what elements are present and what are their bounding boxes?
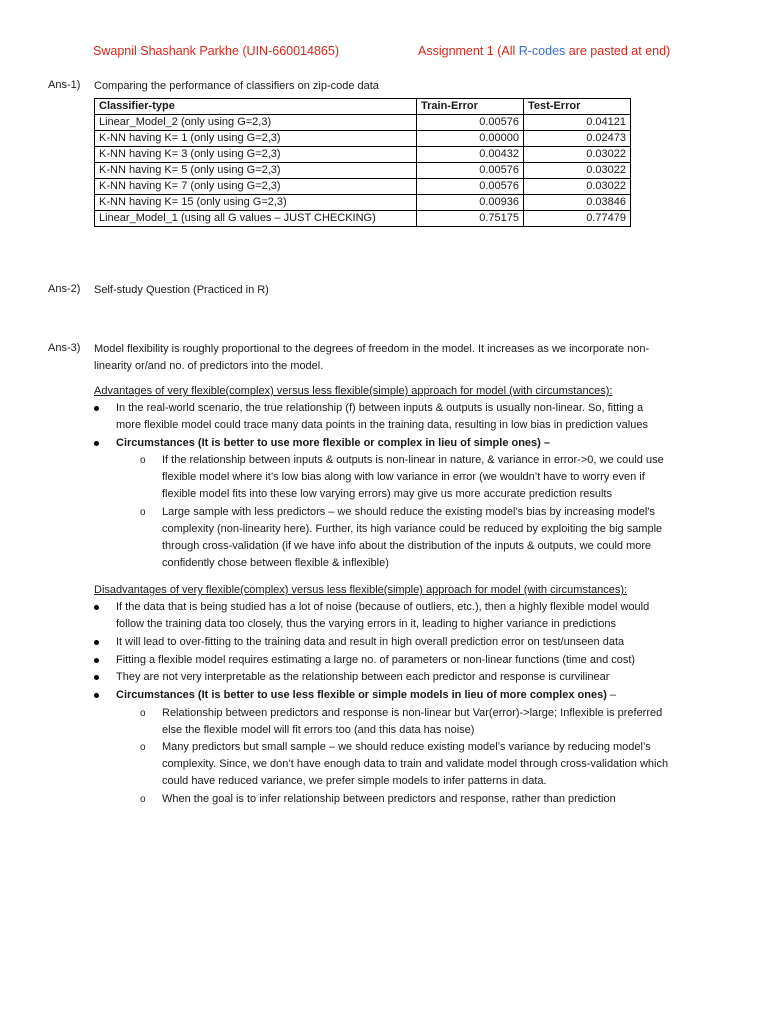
list-item	[94, 669, 734, 686]
bullet-icon	[94, 605, 99, 610]
list-item	[94, 599, 734, 633]
sub-line: could have reduced variance, we prefer simple models to infer patterns in data.	[162, 775, 547, 787]
ans2-text: Self-study Question (Practiced in R)	[94, 284, 269, 296]
cell-train-error: 0.00576	[417, 163, 524, 179]
table-header-row	[95, 99, 631, 115]
list-item	[140, 452, 740, 503]
bullet-icon	[94, 658, 99, 663]
list-item	[94, 400, 734, 434]
ans3-intro	[94, 341, 734, 375]
sub-line: Many predictors but small sample – we should reduce existing model’s variance by reducing model’s	[162, 741, 651, 753]
cell-test-error: 0.03022	[524, 179, 631, 195]
sub-line: Large sample with less predictors – we should reduce the existing model’s bias by increasing model’s	[162, 506, 656, 518]
assignment-suffix: are pasted at end)	[565, 44, 671, 58]
cell-train-error: 0.00936	[417, 195, 524, 211]
cell-test-error: 0.77479	[524, 211, 631, 227]
bullet-icon	[94, 640, 99, 645]
list-item	[94, 652, 734, 669]
cell-train-error: 0.00576	[417, 179, 524, 195]
table-row	[95, 163, 631, 179]
bullet-icon	[94, 406, 99, 411]
list-item	[94, 435, 734, 452]
list-item	[140, 791, 740, 808]
bullet-line: Circumstances (It is better to use less flexible or simple models in lieu of more complex ones)	[116, 689, 607, 701]
sub-line: If the relationship between inputs & outputs is non-linear in nature, & variance in error->0, we could use	[162, 454, 664, 466]
ans3-intro-line: linearity or/and no. of predictors into the model.	[94, 360, 324, 372]
col-header-train-error: Train-Error	[417, 99, 524, 115]
cell-test-error: 0.03022	[524, 147, 631, 163]
ans1-title: Comparing the performance of classifiers on zip-code data	[94, 80, 379, 92]
cell-train-error: 0.00576	[417, 115, 524, 131]
classifier-table	[94, 98, 631, 227]
r-codes-highlight: R-codes	[518, 44, 566, 58]
cell-classifier: K-NN having K= 3 (only using G=2,3)	[95, 147, 417, 163]
assignment-prefix: Assignment 1 (All	[418, 44, 519, 58]
bullet-icon	[94, 441, 99, 446]
table-row	[95, 179, 631, 195]
bullet-line: In the real-world scenario, the true relationship (f) between inputs & outputs is usually non-linear. So, fitting a	[116, 402, 644, 414]
list-item	[140, 739, 740, 790]
sub-line: else the flexible model will fit errors too (and this data has noise)	[162, 724, 475, 736]
cell-train-error: 0.75175	[417, 211, 524, 227]
bullet-icon	[94, 693, 99, 698]
sub-line: flexible model fits into these low varying errors) may give us more accurate prediction results	[162, 488, 612, 500]
col-header-classifier: Classifier-type	[95, 99, 417, 115]
cell-test-error: 0.03022	[524, 163, 631, 179]
bullet-icon	[94, 675, 99, 680]
bullet-line: Circumstances (It is better to use more flexible or complex in lieu of simple ones) –	[116, 437, 551, 449]
cell-test-error: 0.02473	[524, 131, 631, 147]
cell-train-error: 0.00000	[417, 131, 524, 147]
cell-test-error: 0.04121	[524, 115, 631, 131]
cell-classifier: K-NN having K= 1 (only using G=2,3)	[95, 131, 417, 147]
cell-classifier: K-NN having K= 7 (only using G=2,3)	[95, 179, 417, 195]
sub-bullet-icon: o	[140, 507, 146, 518]
bullet-line: They are not very interpretable as the relationship between each predictor and response is curvilinear	[116, 671, 610, 683]
advantages-heading: Advantages of very flexible(complex) versus less flexible(simple) approach for model (with circumstances):	[94, 385, 613, 397]
col-header-test-error: Test-Error	[524, 99, 631, 115]
ans2-label: Ans-2)	[48, 283, 81, 295]
author-header: Swapnil Shashank Parkhe (UIN-660014865)	[93, 44, 339, 58]
bullet-line: It will lead to over-fitting to the training data and result in high overall prediction error on test/unseen data	[116, 636, 625, 648]
sub-bullet-icon: o	[140, 708, 146, 719]
bullet-line: follow the training data too closely, thus the varying errors in it, leading to higher variance in predictions	[116, 618, 616, 630]
sub-line: through cross-validation (if we have info about the distribution of the inputs & outputs, we could more	[162, 540, 652, 552]
list-item	[94, 634, 734, 651]
sub-line: flexible model where it’s low bias along with low variance in error (we wouldn’t have to worry even if	[162, 471, 645, 483]
table-row	[95, 195, 631, 211]
sub-line: complexity (non-linearity here). Further, its high variance could be reduced by exploiting the big sample	[162, 523, 663, 535]
sub-line: complexity. Since, we don’t have enough data to train and validate model through cross-validation which	[162, 758, 669, 770]
bullet-tail: –	[606, 689, 617, 701]
assignment-header	[418, 44, 670, 58]
cell-classifier: Linear_Model_2 (only using G=2,3)	[95, 115, 417, 131]
ans3-intro-line: Model flexibility is roughly proportional to the degrees of freedom in the model. It increases as we incorporate non-	[94, 343, 650, 355]
list-item	[94, 687, 734, 704]
cell-classifier: K-NN having K= 15 (only using G=2,3)	[95, 195, 417, 211]
bullet-line: If the data that is being studied has a lot of noise (because of outliers, etc.), then a highly flexible model would	[116, 601, 650, 613]
disadvantages-heading: Disadvantages of very flexible(complex) versus less flexible(simple) approach for model (with circumstances):	[94, 584, 628, 596]
table-row	[95, 115, 631, 131]
table-row	[95, 211, 631, 227]
sub-bullet-icon: o	[140, 742, 146, 753]
table-row	[95, 147, 631, 163]
cell-test-error: 0.03846	[524, 195, 631, 211]
sub-line: Relationship between predictors and response is non-linear but Var(error)->large; Inflexible is preferred	[162, 707, 663, 719]
ans3-label: Ans-3)	[48, 342, 81, 354]
list-item	[140, 705, 740, 739]
bullet-line: more flexible model could trace many data points in the training data, resulting in low bias in prediction values	[116, 419, 648, 431]
sub-bullet-icon: o	[140, 455, 146, 466]
cell-classifier: K-NN having K= 5 (only using G=2,3)	[95, 163, 417, 179]
sub-bullet-icon: o	[140, 794, 146, 805]
ans1-label: Ans-1)	[48, 79, 81, 91]
cell-train-error: 0.00432	[417, 147, 524, 163]
cell-classifier: Linear_Model_1 (using all G values – JUST CHECKING)	[95, 211, 417, 227]
list-item	[140, 504, 740, 572]
table-row	[95, 131, 631, 147]
sub-line: When the goal is to infer relationship between predictors and response, rather than prediction	[162, 793, 616, 805]
bullet-line: Fitting a flexible model requires estimating a large no. of parameters or non-linear functions (time and cost)	[116, 654, 636, 666]
sub-line: confidently chose between flexible & inflexible)	[162, 557, 389, 569]
